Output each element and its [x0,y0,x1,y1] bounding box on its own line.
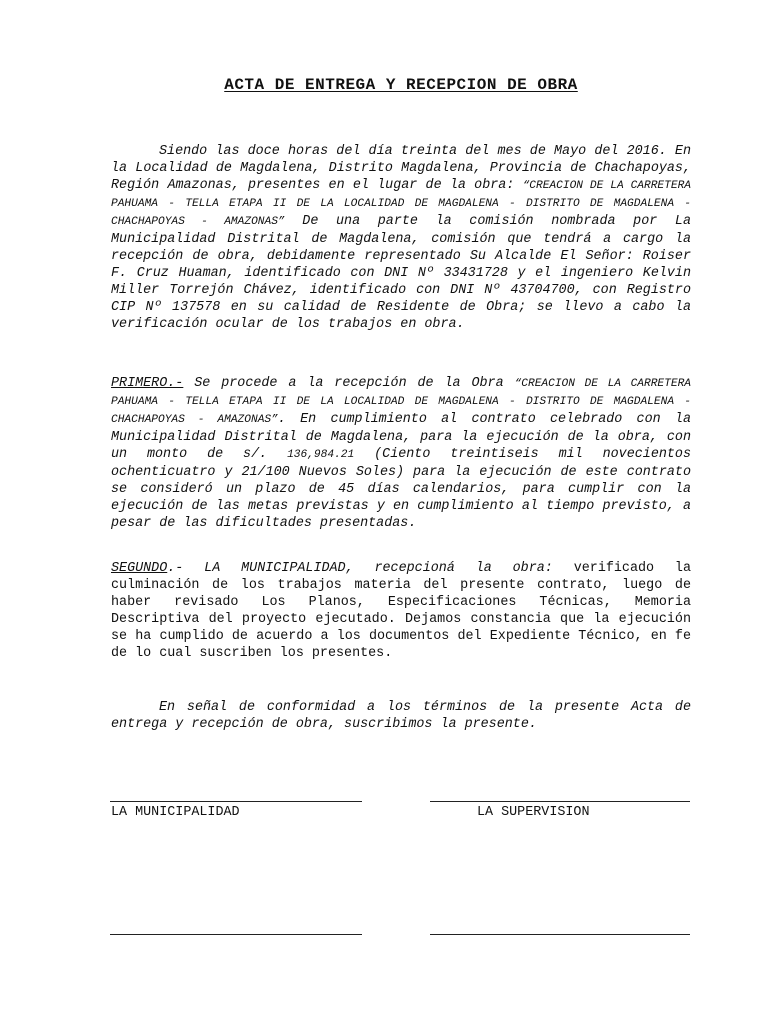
segundo-label: SEGUNDO [111,561,168,576]
primero-text-1: Se procede a la recepción de la Obra [183,376,515,391]
segundo-text-1: .- LA MUNICIPALIDAD, recepcioná la obra: [167,561,553,576]
primero-project-name: “CREACION DE LA CARRETERA PAHUAMA - TELLA ETAPA II DE LA LOCALIDAD DE MAGDALENA - DISTRITO DE MAGDALENA - CHACHAPOYAS - AMAZONAS” [111,378,692,426]
signature-label-municipalidad: LA MUNICIPALIDAD [111,805,240,820]
signature-line-supervision [430,801,690,802]
closing-paragraph: En señal de conformidad a los términos de la presente Acta de entrega y recepción de obra, suscribimos la presente. [111,700,691,732]
primero-amount: 136,984.21 [287,449,355,461]
intro-text-1: Siendo las doce horas del día treinta del mes de Mayo del 2016. En la Localidad de Magdalena, Distrito Magdalena, Provincia de Chachapoyas, Región Amazonas, presentes en el lugar de la obra: [111,144,691,193]
segundo-paragraph [111,560,691,662]
document-title: ACTA DE ENTREGA Y RECEPCION DE OBRA [224,76,578,94]
primero-paragraph [111,375,691,532]
signature-line-bottom-right [430,934,690,935]
signature-line-bottom-left [110,934,362,935]
intro-text-2: De una parte la comisión nombrada por La Municipalidad Distrital de Magdalena, comisión que tendrá a cargo la recepción de obra, debidamente representado Su Alcalde El Señor: Roiser F. Cruz Huaman, identificado con DNI Nº 33431728 y el ingeniero Kelvin Miller Torrejón Chávez, identificado con DNI Nº 43704700, con Registro CIP Nº 137578 en su calidad de Residente de Obra; se llevo a cabo la verificación ocular de los trabajos en obra. [111,214,691,332]
signature-line-municipalidad [110,801,362,802]
primero-text-2: . En cumplimiento al contrato celebrado con la Municipalidad Distrital de Magdalena, para la ejecución de la obra, con un monto de s/. [111,412,691,462]
signature-label-supervision: LA SUPERVISION [477,805,590,820]
primero-text-3: (Ciento treintiseis mil novecientos ochenticuatro y 21/100 Nuevos Soles) para la ejecución de este contrato se consideró un plazo de 45 días calendarios, para cumplir con la ejecución de las metas previstas y en cumplimiento al tiempo previsto, a pesar de las dificultades presentadas. [111,447,691,531]
intro-project-name: “CREACION DE LA CARRETERA PAHUAMA - TELLA ETAPA II DE LA LOCALIDAD DE MAGDALENA - DISTRITO DE MAGDALENA - CHACHAPOYAS - AMAZONAS” [111,180,692,228]
primero-label: PRIMERO.- [111,376,184,391]
intro-paragraph [111,143,691,333]
segundo-text-2: verificado la culminación de los trabajos materia del presente contrato, luego de haber revisado Los Planos, Especificaciones Técnicas, Memoria Descriptiva del proyecto ejecutado. Dejamos constancia que la ejecución se ha cumplido de acuerdo a los documentos del Expediente Técnico, en fe de lo cual suscriben los presentes. [111,561,692,661]
